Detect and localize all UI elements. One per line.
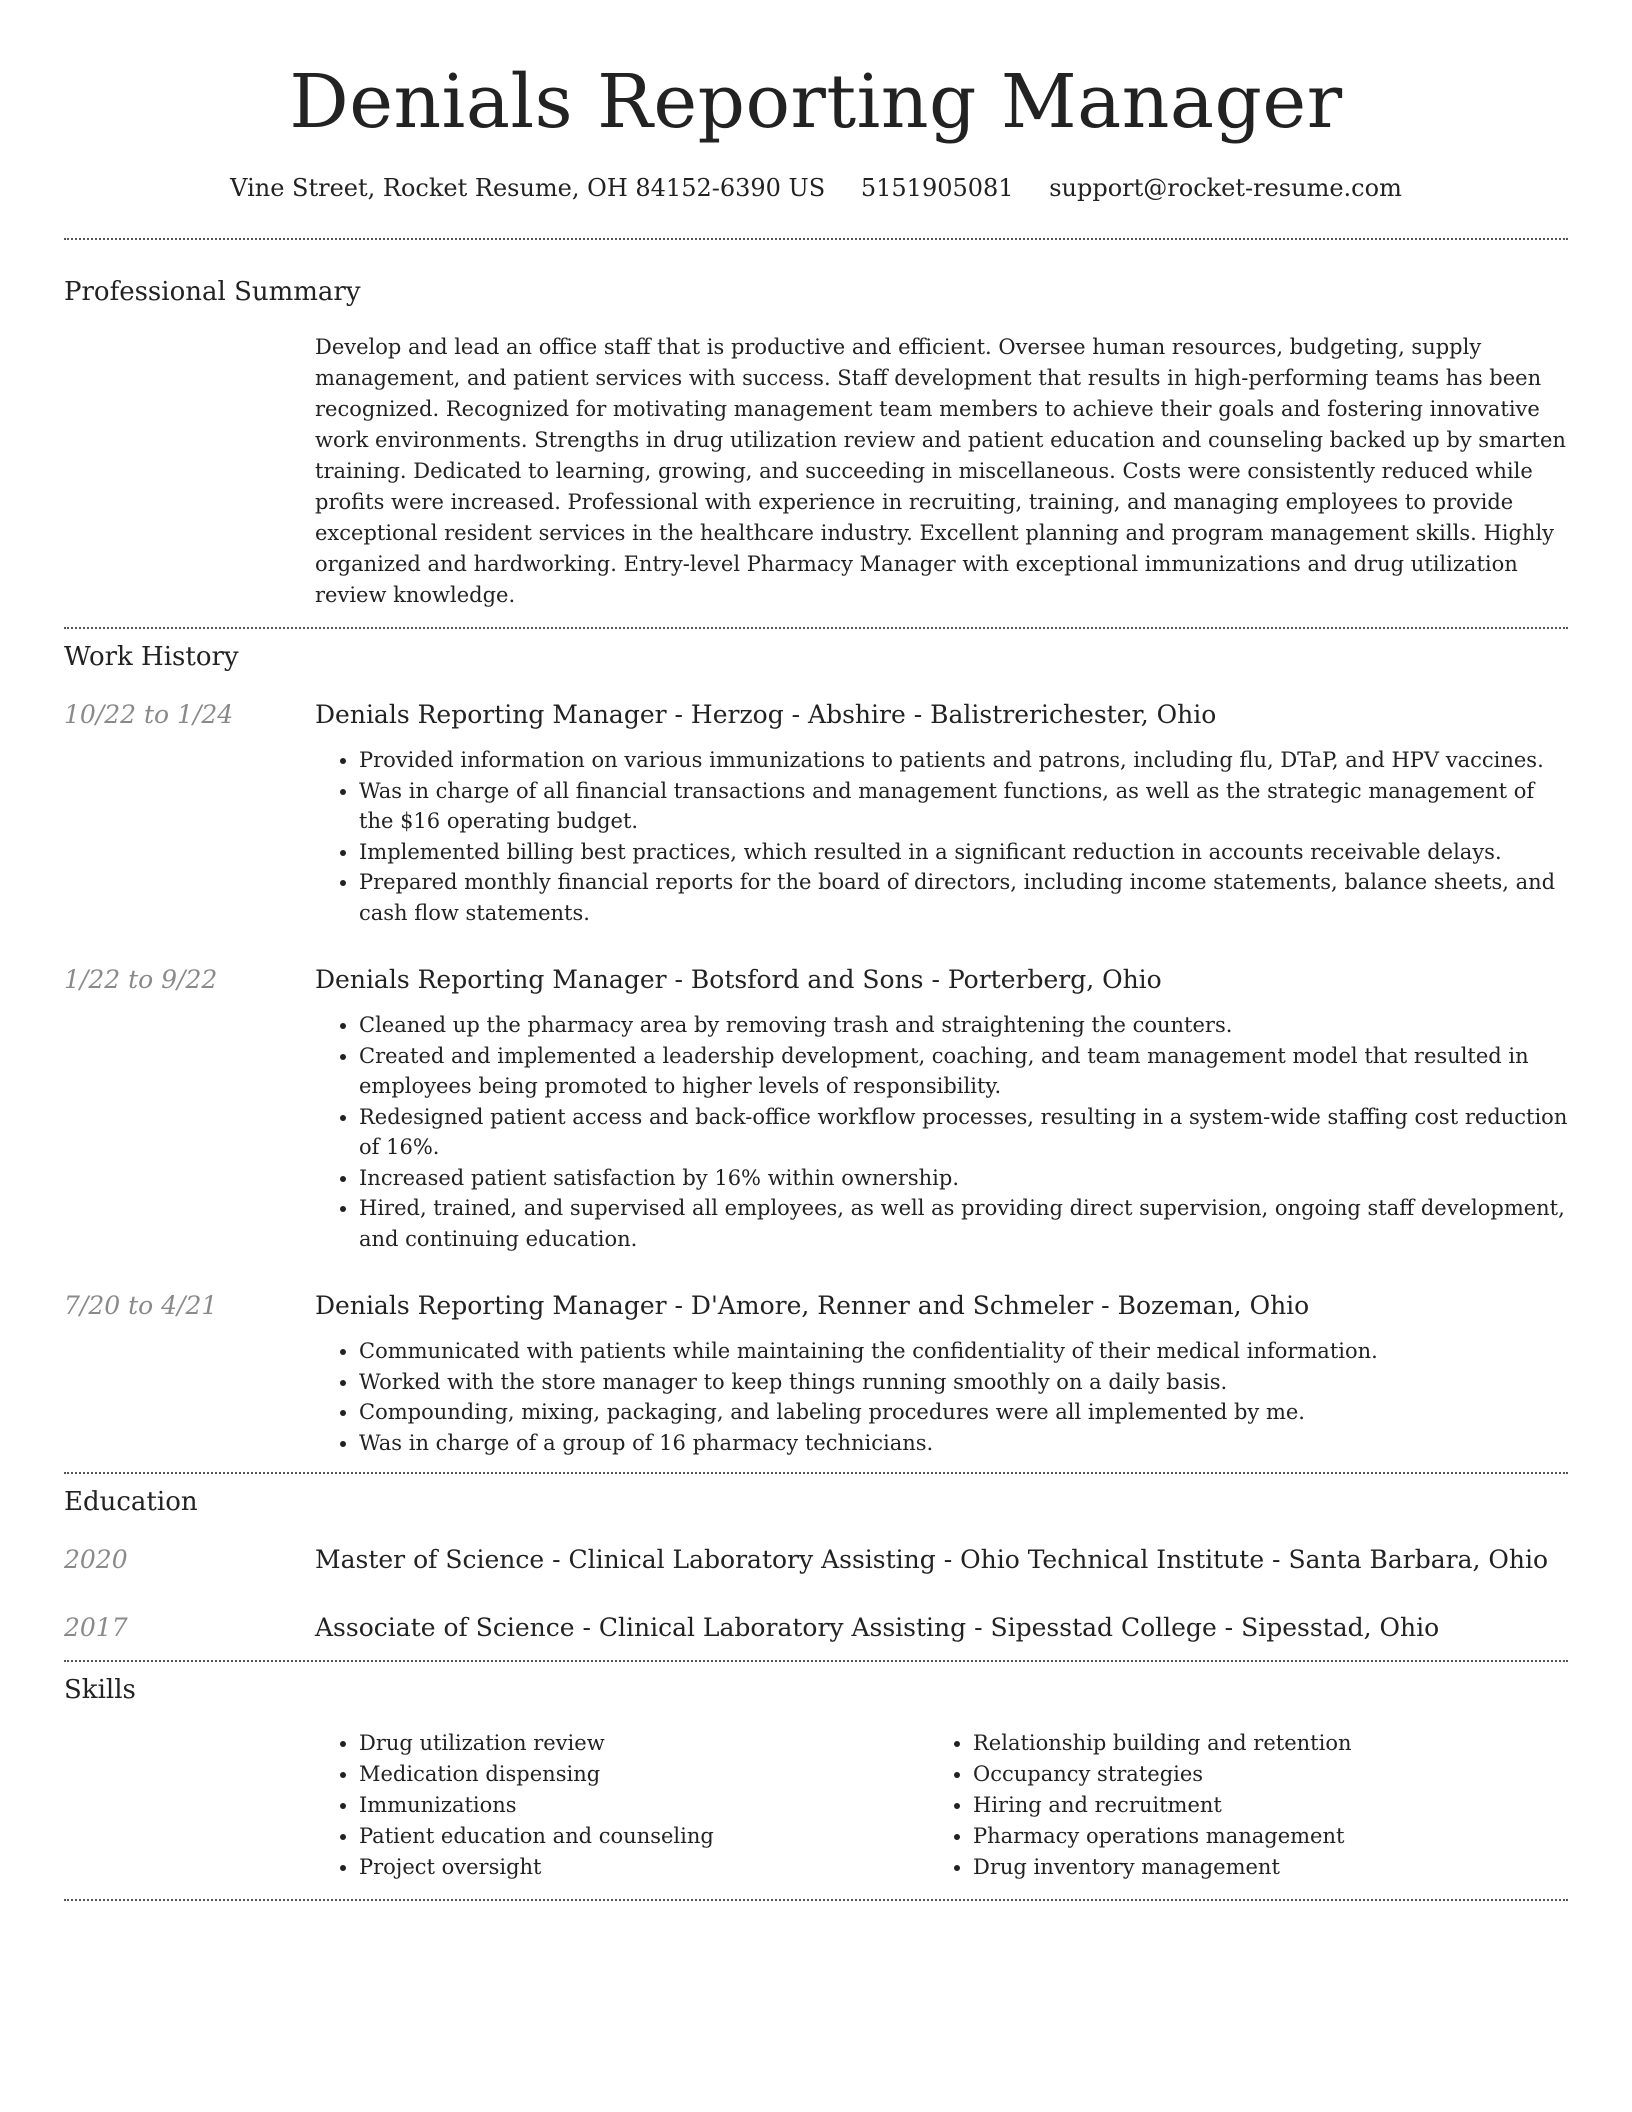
- skill-item: • Hiring and recruitment: [973, 1790, 1543, 1821]
- list-item: • Worked with the store manager to keep things running smoothly on a daily basis.: [359, 1367, 1568, 1398]
- skill-item: • Immunizations: [359, 1790, 929, 1821]
- job-dates: 1/22 to 9/22: [64, 965, 218, 994]
- skill-item: • Patient education and counseling: [359, 1821, 929, 1852]
- section-title-skills: Skills: [64, 1675, 136, 1705]
- job-entry: [64, 1290, 1568, 1472]
- education-year: 2020: [64, 1545, 128, 1574]
- list-item: • Was in charge of a group of 16 pharmacy technicians.: [359, 1428, 1568, 1459]
- skill-item: • Medication dispensing: [359, 1759, 929, 1790]
- job-bullets: [315, 1336, 1568, 1458]
- list-item: • Provided information on various immunizations to patients and patrons, including flu, DTaP, and HPV vaccines.: [359, 745, 1568, 776]
- skill-item: • Project oversight: [359, 1852, 929, 1883]
- skill-item: • Pharmacy operations management: [973, 1821, 1543, 1852]
- education-degree: Master of Science - Clinical Laboratory Assisting - Ohio Technical Institute - Santa Barbara, Ohio: [315, 1545, 1549, 1574]
- job-heading: Denials Reporting Manager - Botsford and Sons - Porterberg, Ohio: [315, 965, 1162, 994]
- email: support@rocket-resume.com: [1049, 174, 1402, 202]
- summary-text: Develop and lead an office staff that is productive and efficient. Oversee human resources, budgeting, supply management, and patient services with success. Staff development that results in high-performing teams has been recognized. Recognized for motivating management team members to achieve their goals and fostering innovative work environments. Strengths in drug utilization review and patient education and counseling backed up by smarten training. Dedicated to learning, growing, and succeeding in miscellaneous. Costs were consistently reduced while profits were increased. Professional with experience in recruiting, training, and managing employees to provide exceptional resident services in the healthcare industry. Excellent planning and program management skills. Highly organized and hardworking. Entry-level Pharmacy Manager with exceptional immunizations and drug utilization review knowledge.: [315, 335, 1566, 607]
- education-degree: Associate of Science - Clinical Laboratory Assisting - Sipesstad College - Sipesstad, Ohio: [315, 1613, 1440, 1642]
- skills-list-right: [929, 1728, 1543, 1883]
- divider: [64, 1899, 1568, 1901]
- list-item: • Increased patient satisfaction by 16% within ownership.: [359, 1163, 1568, 1194]
- skill-item: • Occupancy strategies: [973, 1759, 1543, 1790]
- list-item: • Communicated with patients while maintaining the confidentiality of their medical information.: [359, 1336, 1568, 1367]
- skill-item: • Drug inventory management: [973, 1852, 1543, 1883]
- job-dates: 7/20 to 4/21: [64, 1291, 218, 1320]
- job-bullets: [315, 745, 1568, 928]
- section-title-work: Work History: [64, 642, 239, 672]
- contact-line: [64, 172, 1568, 204]
- candidate-name: Denials Reporting Manager: [289, 59, 1343, 145]
- list-item: • Was in charge of all financial transactions and management functions, as well as the strategic management of the $16 operating budget.: [359, 776, 1568, 837]
- education-entry: [64, 1544, 1568, 1576]
- skills-list-left: [315, 1728, 929, 1883]
- job-bullets: [315, 1010, 1568, 1254]
- list-item: • Created and implemented a leadership development, coaching, and team management model that resulted in employees being promoted to higher levels of responsibility.: [359, 1041, 1568, 1102]
- skills-section: [64, 1662, 1568, 1899]
- job-heading: Denials Reporting Manager - Herzog - Abshire - Balistrerichester, Ohio: [315, 700, 1217, 729]
- job-entry: [64, 964, 1568, 1254]
- skill-item: • Drug utilization review: [359, 1728, 929, 1759]
- skills-grid: [315, 1728, 1568, 1883]
- list-item: • Cleaned up the pharmacy area by removing trash and straightening the counters.: [359, 1010, 1568, 1041]
- list-item: • Implemented billing best practices, which resulted in a significant reduction in accounts receivable delays.: [359, 837, 1568, 868]
- list-item: • Hired, trained, and supervised all employees, as well as providing direct supervision, ongoing staff development, and continuing education.: [359, 1193, 1568, 1254]
- section-title-education: Education: [64, 1487, 198, 1517]
- work-section: [64, 629, 1568, 1472]
- job-heading: Denials Reporting Manager - D'Amore, Renner and Schmeler - Bozeman, Ohio: [315, 1291, 1310, 1320]
- education-entry: [64, 1612, 1568, 1660]
- summary-section: [64, 240, 1568, 627]
- education-year: 2017: [64, 1613, 128, 1642]
- job-entry: [64, 699, 1568, 928]
- phone: 5151905081: [860, 174, 1014, 202]
- address: Vine Street, Rocket Resume, OH 84152-6390 US: [230, 174, 826, 202]
- list-item: • Redesigned patient access and back-office workflow processes, resulting in a system-wide staffing cost reduction of 16%.: [359, 1102, 1568, 1163]
- section-title-summary: Professional Summary: [64, 277, 361, 307]
- job-dates: 10/22 to 1/24: [64, 700, 234, 729]
- list-item: • Prepared monthly financial reports for the board of directors, including income statements, balance sheets, and cash flow statements.: [359, 867, 1568, 928]
- education-section: [64, 1474, 1568, 1660]
- list-item: • Compounding, mixing, packaging, and labeling procedures were all implemented by me.: [359, 1397, 1568, 1428]
- skill-item: • Relationship building and retention: [973, 1728, 1543, 1759]
